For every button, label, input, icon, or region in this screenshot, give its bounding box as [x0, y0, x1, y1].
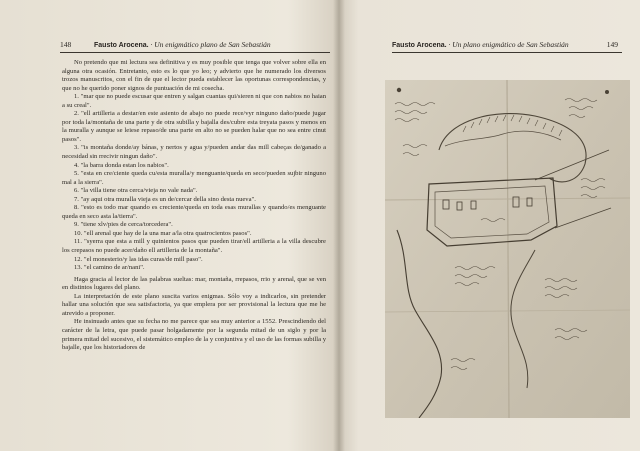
transcription-item: 8. "esto es todo mar quando es creciente/queda en toda esas murallas y quando/es menguante queda en seco asta la/tierra". — [62, 204, 326, 220]
transcription-item: 5. "esta en cre/ciente queda cu/esta muralla/y menguante/queda en seco/pueden sujbir ninguno mal a la sierra". — [62, 170, 326, 186]
body-paragraph: He insinuado antes que su fecha no me parece que sea muy anterior a 1552. Prescindiendo del carácter de la letra, que puede pasar holgadamente por la segunda mitad de un siglo y por la primera mitad del sucesivo, el sistemático empleo de la y conjuntiva y el uso de las formas subilla y bajalle, que los historiadores de — [62, 318, 326, 352]
left-header-author: Fausto Arocena. — [94, 42, 149, 49]
manuscript-map-figure — [385, 80, 630, 418]
transcription-item: 2. "ell artilleria a destar/en este asiento de abajo no puede rece/vyr ninguno daño/puede jugar por toda la/montaña de una parte y de otra subilla y bajalla des/cubre esta treyata pasos y menos en la muralla y aunque se leiese repaso/de una parte en alto no se pueden halar que no sea entre cinut pasos". — [62, 110, 326, 143]
transcription-item: 11. "syerra que esta a mill y quinientos pasos que pueden tirar/ell artilleria a la villa descubre los crepasos no puede acer/daño ell artilleria de la montaña". — [62, 238, 326, 255]
body-paragraph: Haga gracia al lector de las palabras sueltas: mar, montaña, rrepasos, rrio y arenal, que se ven en distintos lugares del plano. — [62, 275, 326, 292]
transcription-item: 1. "mar que no puede escusar que entren y salgan cuantas qui/sieren ni que con nabios no haian a su creal". — [62, 93, 326, 109]
right-header-title: · Un plano enigmático de San Sebastián — [448, 40, 569, 49]
body-paragraph: No pretendo que mi lectura sea definitiva y es muy posible que tenga que volver sobre ella en alguna otra ocasión. Entretanto, esto es lo que yo leo; y advierto que he numerado los diversos trozos manuscritos, con el fin de que el lector pueda establecer las oportunas correspondencias, y que no he querido poner signos de puntuación de mi cosecha. — [62, 59, 326, 92]
left-page-body — [62, 59, 326, 353]
transcription-item: 13. "el camino de ar/nani". — [74, 264, 145, 272]
transcription-item: 6. "la villa tiene otra cerca/vieja no vale nada". — [74, 187, 198, 195]
right-header-text — [392, 40, 569, 49]
left-page-number: 148 — [60, 40, 72, 49]
right-page — [342, 0, 640, 451]
left-header-title: · Un enigmático plano de San Sebastián — [150, 40, 271, 49]
transcription-item: 10. "ell arenal que hay de la una mar a/la otra quatrocientos pasos". — [74, 229, 252, 237]
left-header-rule — [60, 52, 330, 53]
body-paragraph: La interpretación de este plano suscita varios enigmas. Sólo voy a indicarlos, sin pretender hallar una solución que sea satisfactoria, ya que emplera por ser provisional la lectura que me he atrevido a proponer. — [62, 292, 326, 317]
right-header-rule — [392, 52, 622, 53]
left-header-text — [94, 40, 271, 49]
transcription-item: 7. "ay aqui otra muralla vieja es un de/cercar della sino desta nueva". — [74, 195, 256, 203]
right-header-author: Fausto Arocena. — [392, 42, 447, 49]
transcription-item: 9. "tiene xlv/pies de cerca/torcedera". — [74, 221, 173, 229]
transcription-item: 12. "el monesterio/y las idas curas/de mill paso". — [74, 255, 203, 263]
manuscript-map-drawing — [385, 80, 630, 418]
transcription-item: 3. "is montaña donde/ay bánas, y nertos y agua y/pueden andar das mill cabeças de/ganado a necesidad sin rrecivir ningun daño". — [62, 144, 326, 161]
right-page-number: 149 — [606, 40, 618, 49]
transcription-item: 4. "la barra donda estan los nabios". — [74, 161, 169, 169]
